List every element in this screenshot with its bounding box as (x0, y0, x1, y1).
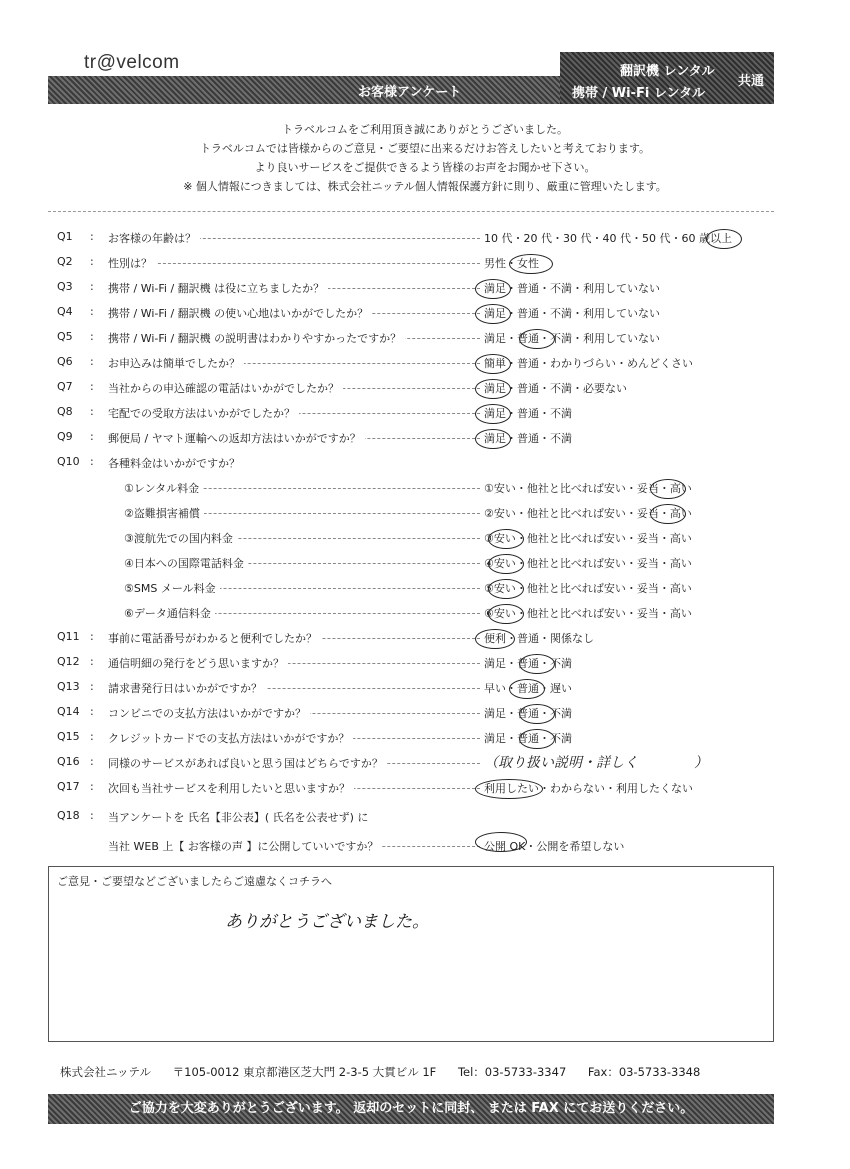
intro-text (0, 120, 850, 196)
answer-circle (509, 254, 553, 274)
answer-circle (475, 354, 511, 374)
question-colon: : (90, 430, 94, 443)
question-colon: : (90, 380, 94, 393)
question-text: ①レンタル料金 (124, 480, 203, 496)
answer-circle (509, 679, 545, 699)
answer-circle (475, 379, 511, 399)
answer-options[interactable]: ③安い・他社と比べれば安い・妥当・高い (480, 530, 692, 546)
badge-translator: 翻訳機 レンタル (620, 64, 715, 79)
answer-options[interactable]: ⑥安い・他社と比べれば安い・妥当・高い (480, 605, 692, 621)
answer-options[interactable]: 満足・普通・不満 (480, 730, 572, 746)
question-colon: : (90, 405, 94, 418)
answer-options[interactable]: 早い・普通・遅い (480, 680, 572, 696)
question-colon: : (90, 755, 94, 768)
question-row (0, 403, 850, 423)
question-text: 性別は？ (108, 255, 156, 271)
answer-options[interactable]: 満足・普通・不満 (480, 405, 572, 421)
company-name: 株式会社ニッテル (60, 1065, 151, 1079)
question-number: Q5 (57, 330, 73, 343)
answer-circle (475, 779, 543, 799)
question-number: Q8 (57, 405, 73, 418)
question-colon: : (90, 230, 94, 243)
question-colon: : (90, 305, 94, 318)
answer-circle (519, 704, 555, 724)
question-row (0, 428, 850, 448)
question-number: Q13 (57, 680, 80, 693)
question-colon: : (90, 655, 94, 668)
answer-circle (519, 729, 555, 749)
answer-options[interactable]: 10 代・20 代・30 代・40 代・50 代・60 歳以上 (480, 230, 732, 246)
question-row (0, 703, 850, 723)
company-tel: Tel：03-5733-3347 (457, 1065, 567, 1079)
question-row (0, 478, 850, 498)
question-number: Q3 (57, 280, 73, 293)
answer-options[interactable]: ①安い・他社と比べれば安い・妥当・高い (480, 480, 692, 496)
answer-options[interactable]: 満足・普通・不満・利用していない (480, 280, 660, 296)
question-colon: : (90, 330, 94, 343)
badge-common: 共通 (737, 74, 764, 89)
intro-line: トラベルコムでは皆様からのご意見・ご要望に出来るだけお答えしたいと考えております。 (199, 142, 651, 155)
question-text: お客様の年齢は？ (108, 230, 200, 246)
intro-line: トラベルコムをご利用頂き誠にありがとうございました。 (282, 123, 568, 136)
footer-band: ご協力を大変ありがとうございます。 返却のセットに同封、 または FAX にてお送りください。 (48, 1094, 774, 1124)
question-text: コンビニでの支払方法はいかがですか？ (108, 705, 310, 721)
separator (48, 211, 774, 212)
question-number: Q14 (57, 705, 80, 718)
question-row (0, 603, 850, 623)
question-text: ③渡航先での国内料金 (124, 530, 237, 546)
question-text: ②盗難損害補償 (124, 505, 204, 521)
answer-options[interactable]: ②安い・他社と比べれば安い・妥当・高い (480, 505, 692, 521)
question-text: 当社からの申込確認の電話はいかがでしたか？ (108, 380, 343, 396)
question-number: Q1 (57, 230, 73, 243)
answer-circle (519, 329, 555, 349)
question-row (0, 378, 850, 398)
question-colon: : (90, 780, 94, 793)
question-text: 郵便局 / ヤマト運輸への返却方法はいかがですか？ (108, 430, 365, 446)
question-row (0, 836, 850, 856)
answer-circle (519, 654, 555, 674)
comment-label: ご意見・ご要望などございましたらご遠慮なくコチラへ (57, 875, 332, 888)
answer-options[interactable]: 便利・普通・関係なし (480, 630, 594, 646)
handwritten-comment: ありがとうございました。 (225, 912, 429, 932)
answer-options[interactable]: ④安い・他社と比べれば安い・妥当・高い (480, 555, 692, 571)
question-text: ④日本への国際電話料金 (124, 555, 248, 571)
answer-circle (475, 629, 515, 649)
question-text: 当アンケートを 氏名【非公表】( 氏名を公表せず) に (108, 809, 372, 825)
answer-circle (475, 279, 511, 299)
question-colon: : (90, 255, 94, 268)
question-row (0, 678, 850, 698)
question-number: Q15 (57, 730, 80, 743)
question-row (0, 278, 850, 298)
question-text: 携帯 / Wi-Fi / 翻訳機 の説明書はわかりやすかったですか？ (108, 330, 405, 346)
question-number: Q2 (57, 255, 73, 268)
answer-circle (475, 304, 511, 324)
answer-options[interactable]: 満足・普通・不満 (480, 655, 572, 671)
question-text: 同様のサービスがあれば良いと思う国はどちらですか？ (108, 755, 387, 771)
question-colon: : (90, 280, 94, 293)
service-badge (560, 52, 774, 104)
question-text: クレジットカードでの支払方法はいかがですか？ (108, 730, 353, 746)
question-number: Q10 (57, 455, 80, 468)
question-row (0, 653, 850, 673)
intro-line: ※ 個人情報につきましては、株式会社ニッテル個人情報保護方針に則り、厳重に管理いたします。 (183, 180, 667, 193)
question-number: Q11 (57, 630, 80, 643)
question-text: 各種料金はいかがですか？ (108, 455, 244, 471)
question-row (0, 628, 850, 648)
comment-box[interactable] (48, 866, 774, 1042)
question-text: ⑤SMS メール料金 (124, 580, 220, 596)
answer-circle (488, 529, 524, 549)
question-colon: : (90, 355, 94, 368)
question-text: 事前に電話番号がわかると便利でしたか？ (108, 630, 321, 646)
question-colon: : (90, 730, 94, 743)
answer-options[interactable]: （取り扱い説明・詳しく ） (480, 752, 708, 772)
answer-options[interactable]: 満足・普通・不満 (480, 705, 572, 721)
answer-options[interactable]: 満足・普通・不満・利用していない (480, 305, 660, 321)
question-text: 当社 WEB 上【 お客様の声 】に公開していいですか？ (108, 838, 382, 854)
answer-options[interactable]: 満足・普通・不満・利用していない (480, 330, 660, 346)
question-number: Q6 (57, 355, 73, 368)
answer-options[interactable]: 男性・女性 (480, 255, 539, 271)
question-colon: : (90, 680, 94, 693)
answer-circle (488, 579, 524, 599)
question-row (0, 753, 850, 773)
answer-circle (488, 554, 524, 574)
question-text: 次回も当社サービスを利用したいと思いますか？ (108, 780, 354, 796)
company-info (60, 1064, 718, 1080)
question-number: Q7 (57, 380, 73, 393)
question-row (0, 807, 850, 827)
question-row (0, 253, 850, 273)
answer-circle (650, 479, 686, 499)
question-row (0, 553, 850, 573)
travelcom-logo: tr@velcom (84, 52, 180, 73)
question-text: 宅配での受取方法はいかがでしたか？ (108, 405, 299, 421)
answer-options[interactable]: 利用したい・わからない・利用したくない (480, 780, 693, 796)
intro-line: より良いサービスをご提供できるよう皆様のお声をお聞かせ下さい。 (254, 161, 596, 174)
answer-options[interactable]: ⑤安い・他社と比べれば安い・妥当・高い (480, 580, 692, 596)
company-fax: Fax：03-5733-3348 (587, 1065, 701, 1079)
answer-circle (488, 604, 524, 624)
question-row (0, 528, 850, 548)
question-text: 携帯 / Wi-Fi / 翻訳機 は役に立ちましたか？ (108, 280, 328, 296)
question-row (0, 778, 850, 798)
badge-mobile-wifi: 携帯 / Wi-Fi レンタル (572, 86, 706, 101)
question-row (0, 503, 850, 523)
answer-options[interactable]: 簡単・普通・わかりづらい・めんどくさい (480, 355, 693, 371)
question-colon: : (90, 705, 94, 718)
question-number: Q4 (57, 305, 73, 318)
question-colon: : (90, 630, 94, 643)
question-colon: : (90, 455, 94, 468)
question-row (0, 728, 850, 748)
question-row (0, 453, 850, 473)
survey-title: お客様アンケート (358, 85, 462, 100)
answer-options[interactable]: 満足・普通・不満・必要ない (480, 380, 627, 396)
answer-circle (475, 404, 511, 424)
question-number: Q9 (57, 430, 73, 443)
question-row (0, 578, 850, 598)
leader-line (128, 263, 490, 264)
answer-circle (706, 229, 742, 249)
answer-options[interactable]: 公開 OK・公開を希望しない (480, 838, 624, 854)
question-number: Q16 (57, 755, 80, 768)
answer-circle (650, 504, 686, 524)
question-number: Q18 (57, 809, 80, 822)
question-colon: : (90, 809, 94, 822)
question-row (0, 353, 850, 373)
question-text: 通信明細の発行をどう思いますか？ (108, 655, 288, 671)
question-number: Q12 (57, 655, 80, 668)
question-text: 携帯 / Wi-Fi / 翻訳機 の使い心地はいかがでしたか？ (108, 305, 372, 321)
company-address: 〒105-0012 東京都港区芝大門 2-3-5 大貫ビル 1F (172, 1065, 437, 1079)
question-text: お申込みは簡単でしたか？ (108, 355, 244, 371)
question-number: Q17 (57, 780, 80, 793)
answer-circle (475, 832, 527, 852)
question-text: 請求書発行日はいかがですか？ (108, 680, 266, 696)
answer-options[interactable]: 満足・普通・不満 (480, 430, 572, 446)
question-text: ⑥データ通信料金 (124, 605, 215, 621)
question-row (0, 303, 850, 323)
question-row (0, 328, 850, 348)
answer-circle (475, 429, 511, 449)
